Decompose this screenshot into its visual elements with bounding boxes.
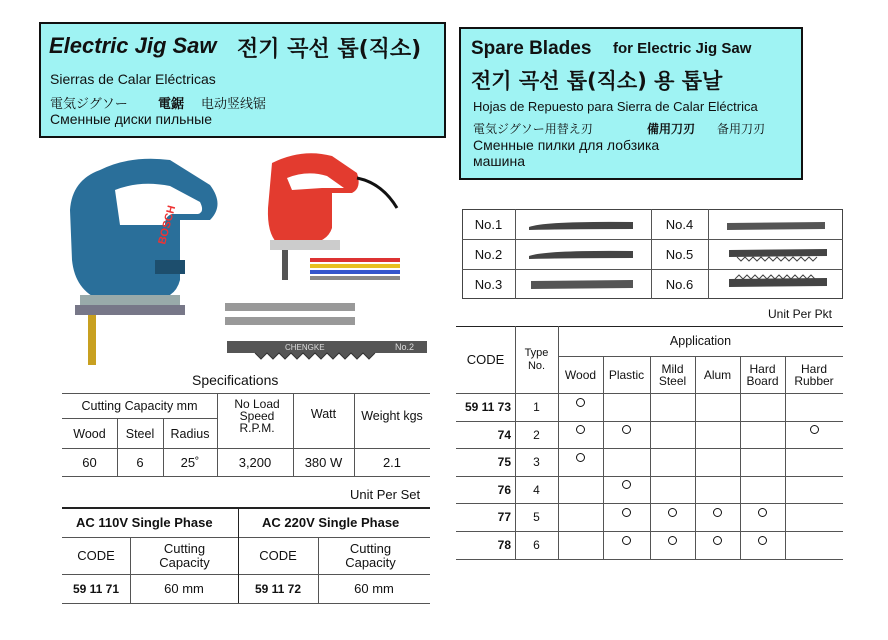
app-vline bbox=[558, 326, 559, 559]
spec-radius: Radius bbox=[170, 426, 210, 441]
application-mark-icon bbox=[713, 536, 722, 545]
app-mark-cell bbox=[558, 448, 603, 466]
blade-4-image bbox=[727, 222, 825, 230]
app-mark-cell bbox=[558, 421, 603, 438]
left-line-es: Sierras de Calar Eléctricas bbox=[50, 71, 216, 87]
blade-label-2: No.2 bbox=[474, 246, 503, 262]
left-line-cn: 电动竖线锯 bbox=[201, 97, 267, 112]
application-mark-icon bbox=[576, 453, 585, 462]
app-mark-cell bbox=[558, 393, 603, 411]
blade-drawings bbox=[515, 209, 843, 299]
blade-5-image bbox=[729, 249, 827, 257]
app-type-cell: 1 bbox=[533, 400, 540, 414]
app-type-header: Type No. bbox=[524, 346, 549, 372]
unit-per-set: Unit Per Set bbox=[350, 487, 421, 502]
app-code-cell: 77 bbox=[497, 510, 511, 524]
app-mark-cell bbox=[650, 531, 695, 549]
app-mark-cell bbox=[603, 531, 650, 549]
spec-radius-val: 25˚ bbox=[180, 454, 200, 470]
right-header-box bbox=[459, 27, 803, 180]
app-mark-cell bbox=[695, 503, 740, 521]
application-mark-icon bbox=[622, 508, 631, 517]
spec-steel-val: 6 bbox=[136, 454, 144, 470]
blade-label-4: No.4 bbox=[665, 216, 694, 232]
blade-1-image bbox=[529, 222, 633, 230]
order-line-4 bbox=[62, 603, 430, 604]
order-cap-220: 60 mm bbox=[354, 581, 394, 596]
right-line-ru1: Сменные пилки для лобзика bbox=[473, 137, 660, 153]
app-col-header: Hard Board bbox=[746, 361, 779, 388]
loose-blades-image bbox=[225, 297, 435, 367]
app-col-header: Plastic bbox=[608, 367, 645, 382]
application-mark-icon bbox=[810, 425, 819, 434]
blade-2-image bbox=[529, 251, 633, 259]
application-mark-icon bbox=[758, 508, 767, 517]
app-mark-cell bbox=[740, 503, 785, 521]
blade-3-image bbox=[531, 280, 633, 289]
right-line-es: Hojas de Repuesto para Sierra de Calar Eléctrica bbox=[473, 99, 758, 114]
app-mark-cell bbox=[650, 503, 695, 521]
spec-watt: Watt bbox=[310, 407, 337, 421]
app-code-cell: 75 bbox=[497, 455, 511, 469]
blade-number: No.2 bbox=[395, 342, 415, 352]
app-type-cell: 5 bbox=[533, 510, 540, 524]
application-mark-icon bbox=[758, 536, 767, 545]
left-title-ko: 전기 곡선 톱(직소) bbox=[237, 37, 422, 62]
right-line-ru2: машина bbox=[473, 153, 525, 169]
application-mark-icon bbox=[622, 536, 631, 545]
blade-label-6: No.6 bbox=[665, 276, 694, 292]
order-line-top bbox=[62, 507, 430, 509]
blade-label-3: No.3 bbox=[474, 276, 503, 292]
spec-no-load-speed: No Load Speed R.P.M. bbox=[234, 397, 280, 435]
order-code-220-header: CODE bbox=[259, 548, 297, 563]
app-line-headmid bbox=[558, 356, 843, 357]
app-type-cell: 6 bbox=[533, 538, 540, 552]
app-col-header: Hard Rubber bbox=[794, 361, 834, 388]
spec-watt-val: 380 W bbox=[304, 454, 343, 470]
app-row-line bbox=[456, 448, 843, 449]
app-code-cell: 78 bbox=[497, 538, 511, 552]
application-mark-icon bbox=[622, 480, 631, 489]
app-code-cell: 76 bbox=[497, 482, 511, 497]
app-col-header: Wood bbox=[564, 367, 597, 382]
order-code-110-header: CODE bbox=[77, 548, 115, 563]
app-mark-cell bbox=[603, 476, 650, 493]
right-title-ko: 전기 곡선 톱(직소) 용 톱날 bbox=[471, 69, 723, 93]
spec-wood-val: 60 bbox=[82, 454, 97, 470]
spec-weight: Weight kgs bbox=[361, 409, 423, 423]
spec-wood: Wood bbox=[73, 426, 106, 441]
app-vline bbox=[515, 326, 516, 559]
spec-heading: Specifications bbox=[192, 372, 279, 388]
app-mark-cell bbox=[785, 421, 843, 438]
app-row-line bbox=[456, 393, 843, 394]
app-row-line bbox=[456, 503, 843, 504]
ac110-title: AC 110V Single Phase bbox=[76, 515, 213, 530]
blade-label-1: No.1 bbox=[474, 216, 503, 232]
blade-text: CHENGKE bbox=[285, 343, 325, 352]
right-line-jp2: 備用刀刃 bbox=[647, 122, 696, 136]
app-code-cell: 74 bbox=[497, 427, 511, 442]
app-vline bbox=[785, 356, 786, 559]
application-mark-icon bbox=[576, 398, 585, 407]
ac220-title: AC 220V Single Phase bbox=[262, 515, 400, 530]
order-code-110: 59 11 71 bbox=[72, 582, 120, 596]
order-cap-110-header: Cutting Capacity bbox=[159, 541, 210, 570]
app-mark-cell bbox=[603, 503, 650, 521]
order-cap-110: 60 mm bbox=[164, 581, 204, 596]
app-code-header: CODE bbox=[466, 351, 505, 367]
unit-per-pkt: Unit Per Pkt bbox=[768, 307, 833, 321]
app-row-line bbox=[456, 421, 843, 422]
right-title-en: Spare Blades bbox=[471, 38, 592, 59]
left-header-box bbox=[39, 22, 446, 138]
app-col-header: Mild Steel bbox=[658, 361, 687, 388]
application-mark-icon bbox=[576, 425, 585, 434]
right-title-en-suffix: for Electric Jig Saw bbox=[613, 40, 752, 57]
blade-label-5: No.5 bbox=[665, 246, 694, 262]
right-line-cn: 备用刀刃 bbox=[717, 122, 766, 136]
app-line-top bbox=[456, 326, 843, 327]
left-title-en: Electric Jig Saw bbox=[49, 33, 217, 58]
app-mark-cell bbox=[695, 531, 740, 549]
spec-steel: Steel bbox=[125, 426, 155, 441]
app-vline bbox=[740, 356, 741, 559]
app-mark-cell bbox=[603, 421, 650, 438]
app-row-line bbox=[456, 531, 843, 532]
application-mark-icon bbox=[622, 425, 631, 434]
blade-6-image bbox=[729, 278, 827, 287]
left-line-ru: Сменные диски пильные bbox=[50, 111, 212, 127]
app-row-line bbox=[456, 559, 843, 560]
spec-cutting-capacity: Cutting Capacity mm bbox=[81, 399, 198, 413]
app-vline bbox=[650, 356, 651, 559]
blue-saw-brand: BOSCH bbox=[156, 204, 179, 246]
app-code-cell: 59 11 73 bbox=[464, 400, 511, 414]
spec-speed-val: 3,200 bbox=[238, 454, 272, 470]
app-col-header: Alum bbox=[703, 367, 732, 382]
app-application-header: Application bbox=[669, 334, 732, 348]
right-line-jp: 電気ジグソー用替え刃 bbox=[473, 122, 593, 136]
app-row-line bbox=[456, 476, 843, 477]
blue-jigsaw-image bbox=[60, 150, 240, 365]
order-cap-220-header: Cutting Capacity bbox=[345, 541, 396, 570]
spec-line-bot bbox=[62, 476, 430, 477]
application-mark-icon bbox=[713, 508, 722, 517]
app-vline bbox=[695, 356, 696, 559]
application-mark-icon bbox=[668, 536, 677, 545]
blade-set-image bbox=[310, 258, 400, 280]
red-jigsaw-image bbox=[262, 148, 407, 288]
application-mark-icon bbox=[668, 508, 677, 517]
app-type-cell: 3 bbox=[533, 455, 540, 469]
spec-weight-val: 2.1 bbox=[382, 454, 402, 470]
left-line-jp2: 電鋸 bbox=[158, 97, 185, 112]
app-mark-cell bbox=[740, 531, 785, 549]
app-type-cell: 4 bbox=[533, 482, 540, 497]
app-vline bbox=[603, 356, 604, 559]
order-code-220: 59 11 72 bbox=[254, 582, 302, 596]
left-line-jp: 電気ジグソー bbox=[50, 97, 128, 112]
app-type-cell: 2 bbox=[533, 427, 540, 442]
